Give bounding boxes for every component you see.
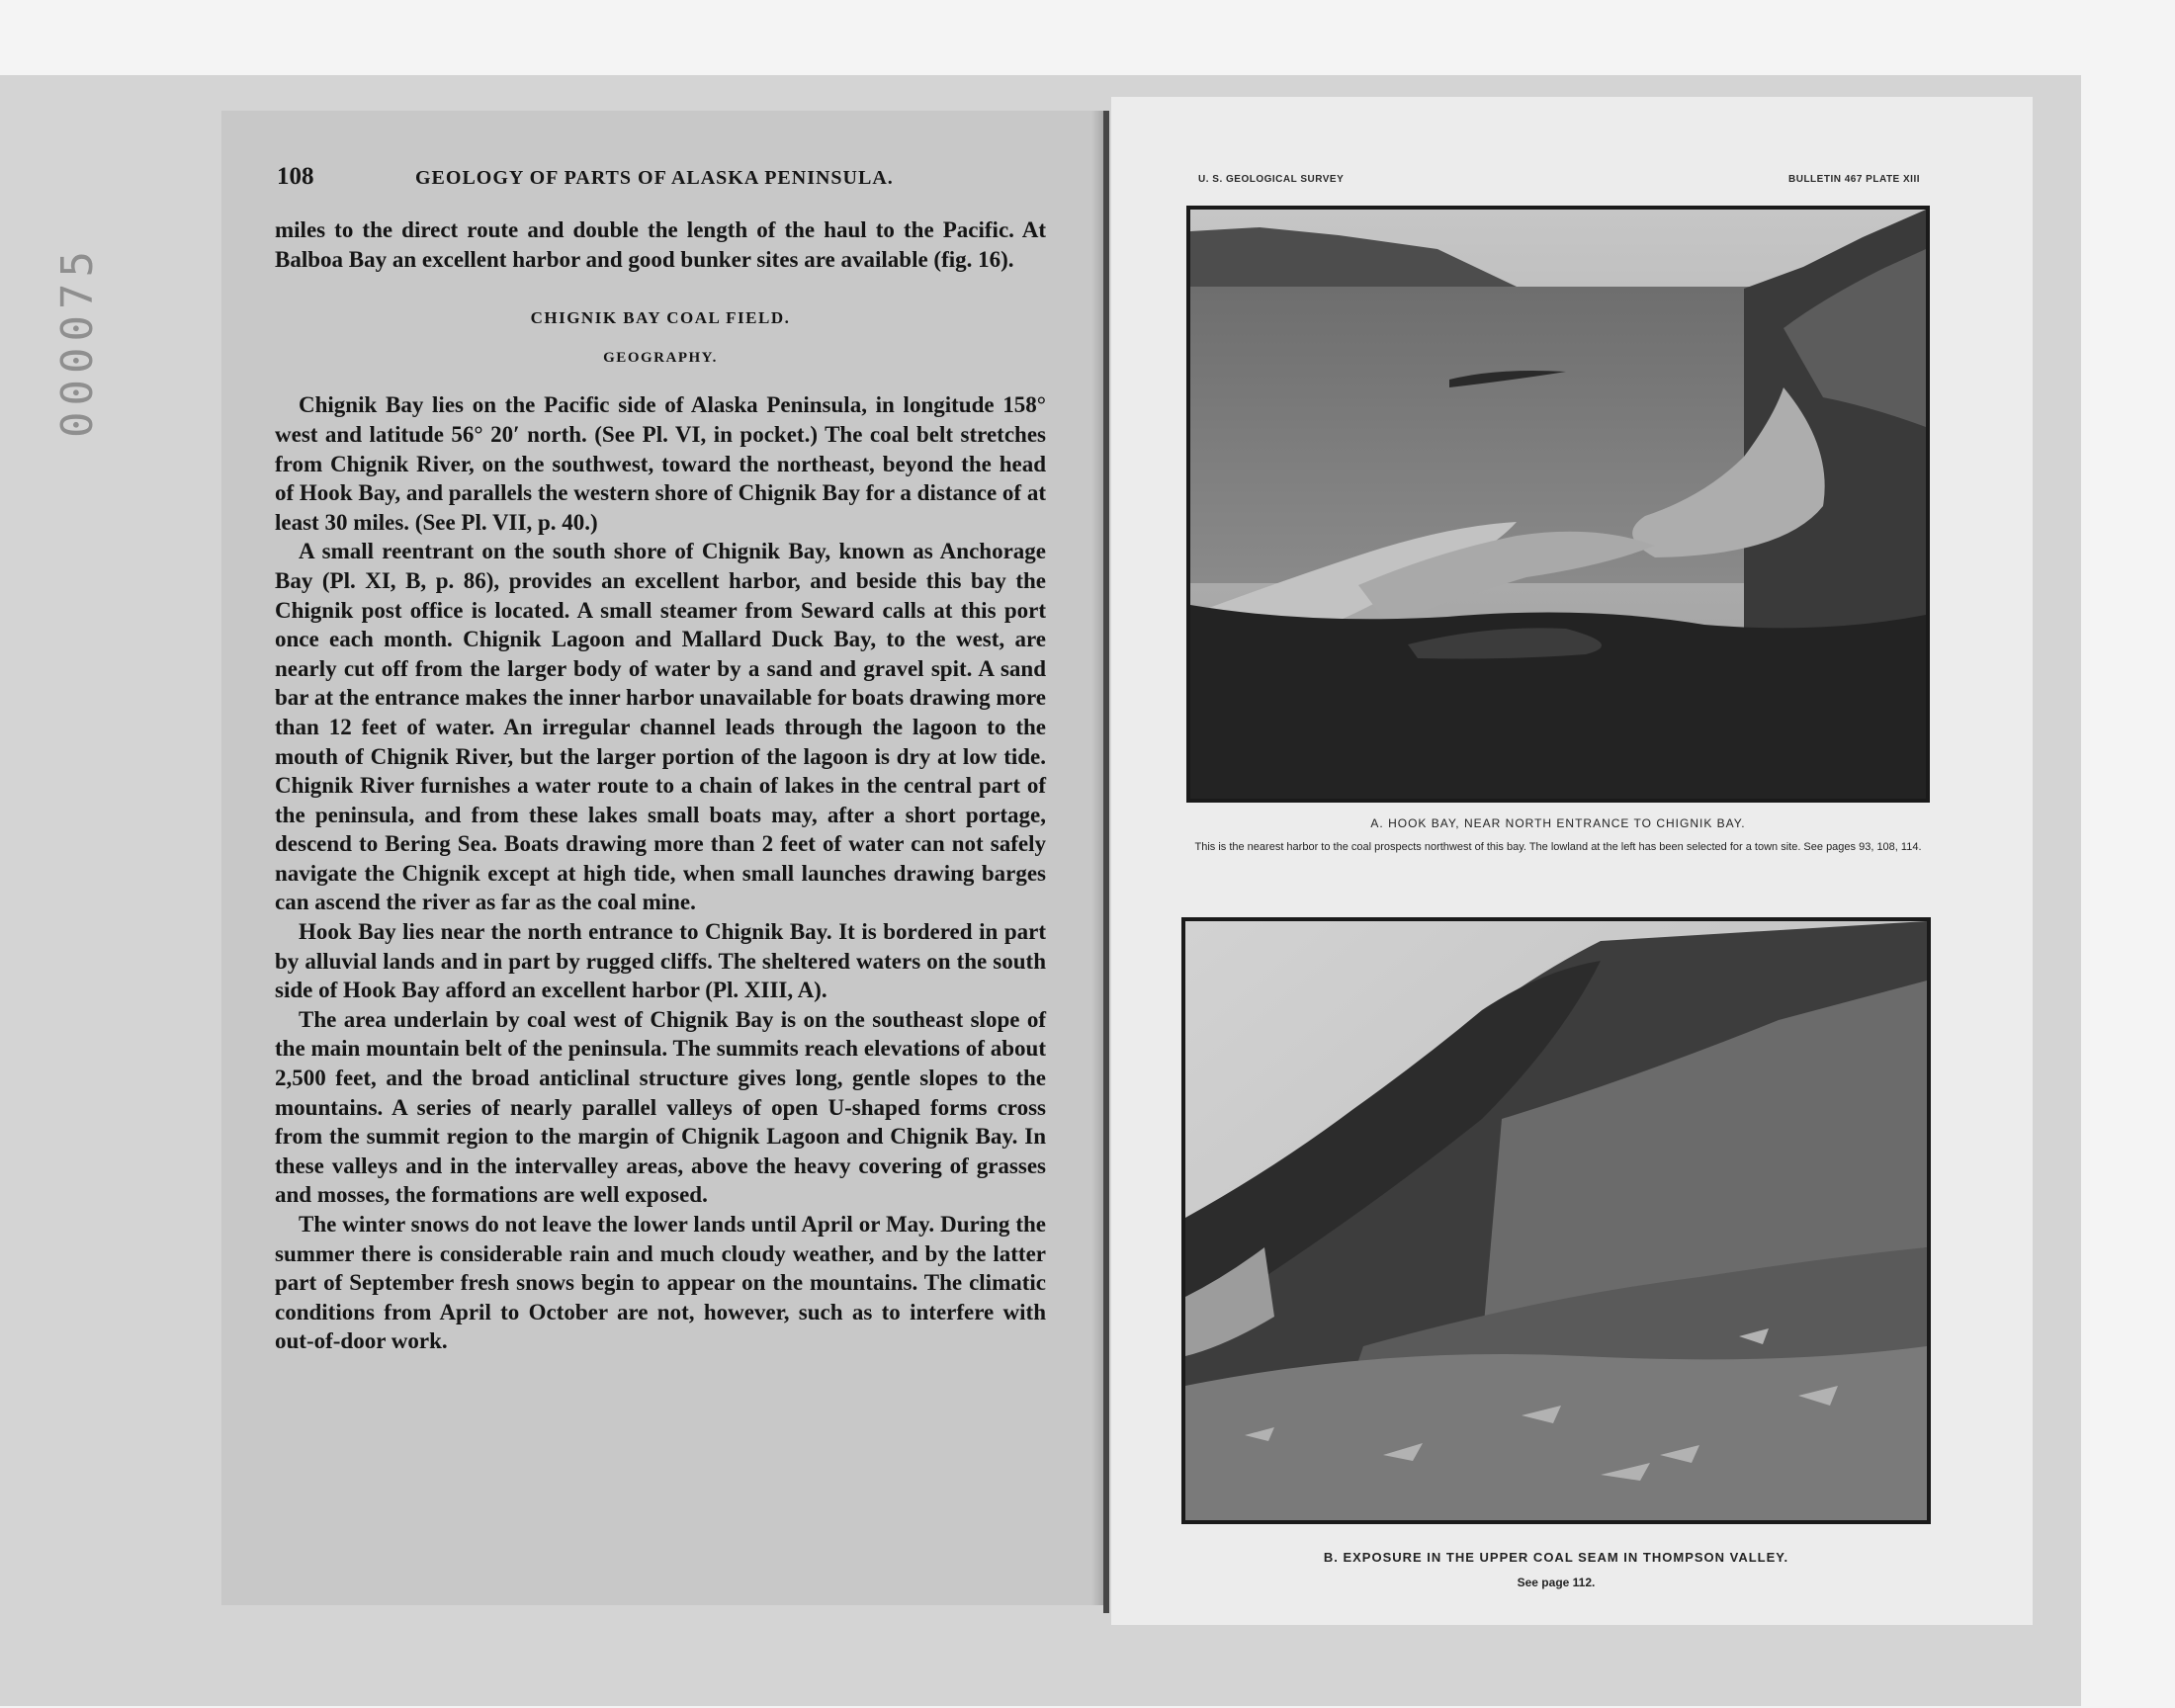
opening-paragraph: miles to the direct route and double the length of the haul to the Pacific. At Balboa Bay an excellent harbor and good bunker sites are available (fig. 16).: [275, 217, 1046, 272]
page-number: 108: [277, 163, 314, 190]
plate-header-bulletin: BULLETIN 467 PLATE XIII: [1788, 174, 1920, 185]
paragraph: The area underlain by coal west of Chignik Bay is on the southeast slope of the main mountain belt of the peninsula. The summits reach elevations of about 2,500 feet, and the broad anticlinal structure gives long, gentle slopes to the mountains. A series of nearly parallel valleys of open U-shaped forms cross from the summit region to the margin of Chignik Lagoon and Chignik Bay. In these valleys and in the intervalley areas, above the heavy covering of grasses and mosses, the formations are well exposed.: [275, 1006, 1046, 1208]
paragraph: A small reentrant on the south shore of Chignik Bay, known as Anchorage Bay (Pl. XI, B, p. 86), provides an excellent harbor, and beside this bay the Chignik post office is located. A small steamer from Seward calls at this port once each month. Chignik Lagoon and Mallard Duck Bay, to the west, are nearly cut off from the larger body of water by a sand and gravel spit. A sand bar at the entrance makes the inner harbor unavailable for boats drawing more than 12 feet of water. An irregular channel leads through the lagoon to the mouth of Chignik River, but the larger portion of the lagoon is dry at low tide. Chignik River furnishes a water route to a chain of lakes in the central part of the peninsula, and from these lakes small boats may, after a short portage, descend to Bering Sea. Boats drawing more than 2 feet of water can not safely navigate the Chignik except at high tide, when small launches drawing barges can ascend the river as far as the coal mine.: [275, 539, 1046, 915]
frame-number: 000075: [51, 244, 103, 438]
section-heading: CHIGNIK BAY COAL FIELD.: [530, 308, 791, 328]
plate-b-title: B. EXPOSURE IN THE UPPER COAL SEAM IN THOMPSON VALLEY.: [1323, 1550, 1789, 1565]
plate-b-photo: [1181, 917, 1931, 1524]
plate-header: [1198, 174, 1920, 190]
running-title: GEOLOGY OF PARTS OF ALASKA PENINSULA.: [415, 167, 894, 189]
plate-a-photo: [1186, 206, 1930, 803]
page-gutter: [1103, 111, 1109, 1613]
left-page-header: [277, 163, 1048, 197]
paragraph: Chignik Bay lies on the Pacific side of Alaska Peninsula, in longitude 158° west and latitude 56° 20′ north. (See Pl. VI, in pocket.) The coal belt stretches from Chignik River, on the southwest, toward the northeast, beyond the head of Hook Bay, and parallels the western shore of Chignik Bay for a distance of at least 30 miles. (See Pl. VII, p. 40.): [275, 392, 1046, 535]
plate-b-note: See page 112.: [1517, 1576, 1596, 1589]
subheading: GEOGRAPHY.: [603, 349, 718, 366]
plate-a-note: This is the nearest harbor to the coal prospects northwest of this bay. The lowland at the left has been selected for a town site. See pages 93, 108, 114.: [1194, 841, 1922, 853]
paragraph: The winter snows do not leave the lower lands until April or May. During the summer there is considerable rain and much cloudy weather, and by the latter part of September fresh snows begin to appear on the mountains. The climatic conditions from April to October are not, however, such as to interfere with out-of-door work.: [275, 1212, 1046, 1354]
plate-a-title: A. HOOK BAY, NEAR NORTH ENTRANCE TO CHIGNIK BAY.: [1370, 816, 1746, 830]
plate-header-publisher: U. S. GEOLOGICAL SURVEY: [1198, 174, 1345, 185]
left-page-body: [275, 215, 1046, 1356]
paragraph: Hook Bay lies near the north entrance to Chignik Bay. It is bordered in part by alluvial lands and in part by rugged cliffs. The sheltered waters on the south side of Hook Bay afford an excellent harbor (Pl. XIII, A).: [275, 919, 1046, 1003]
